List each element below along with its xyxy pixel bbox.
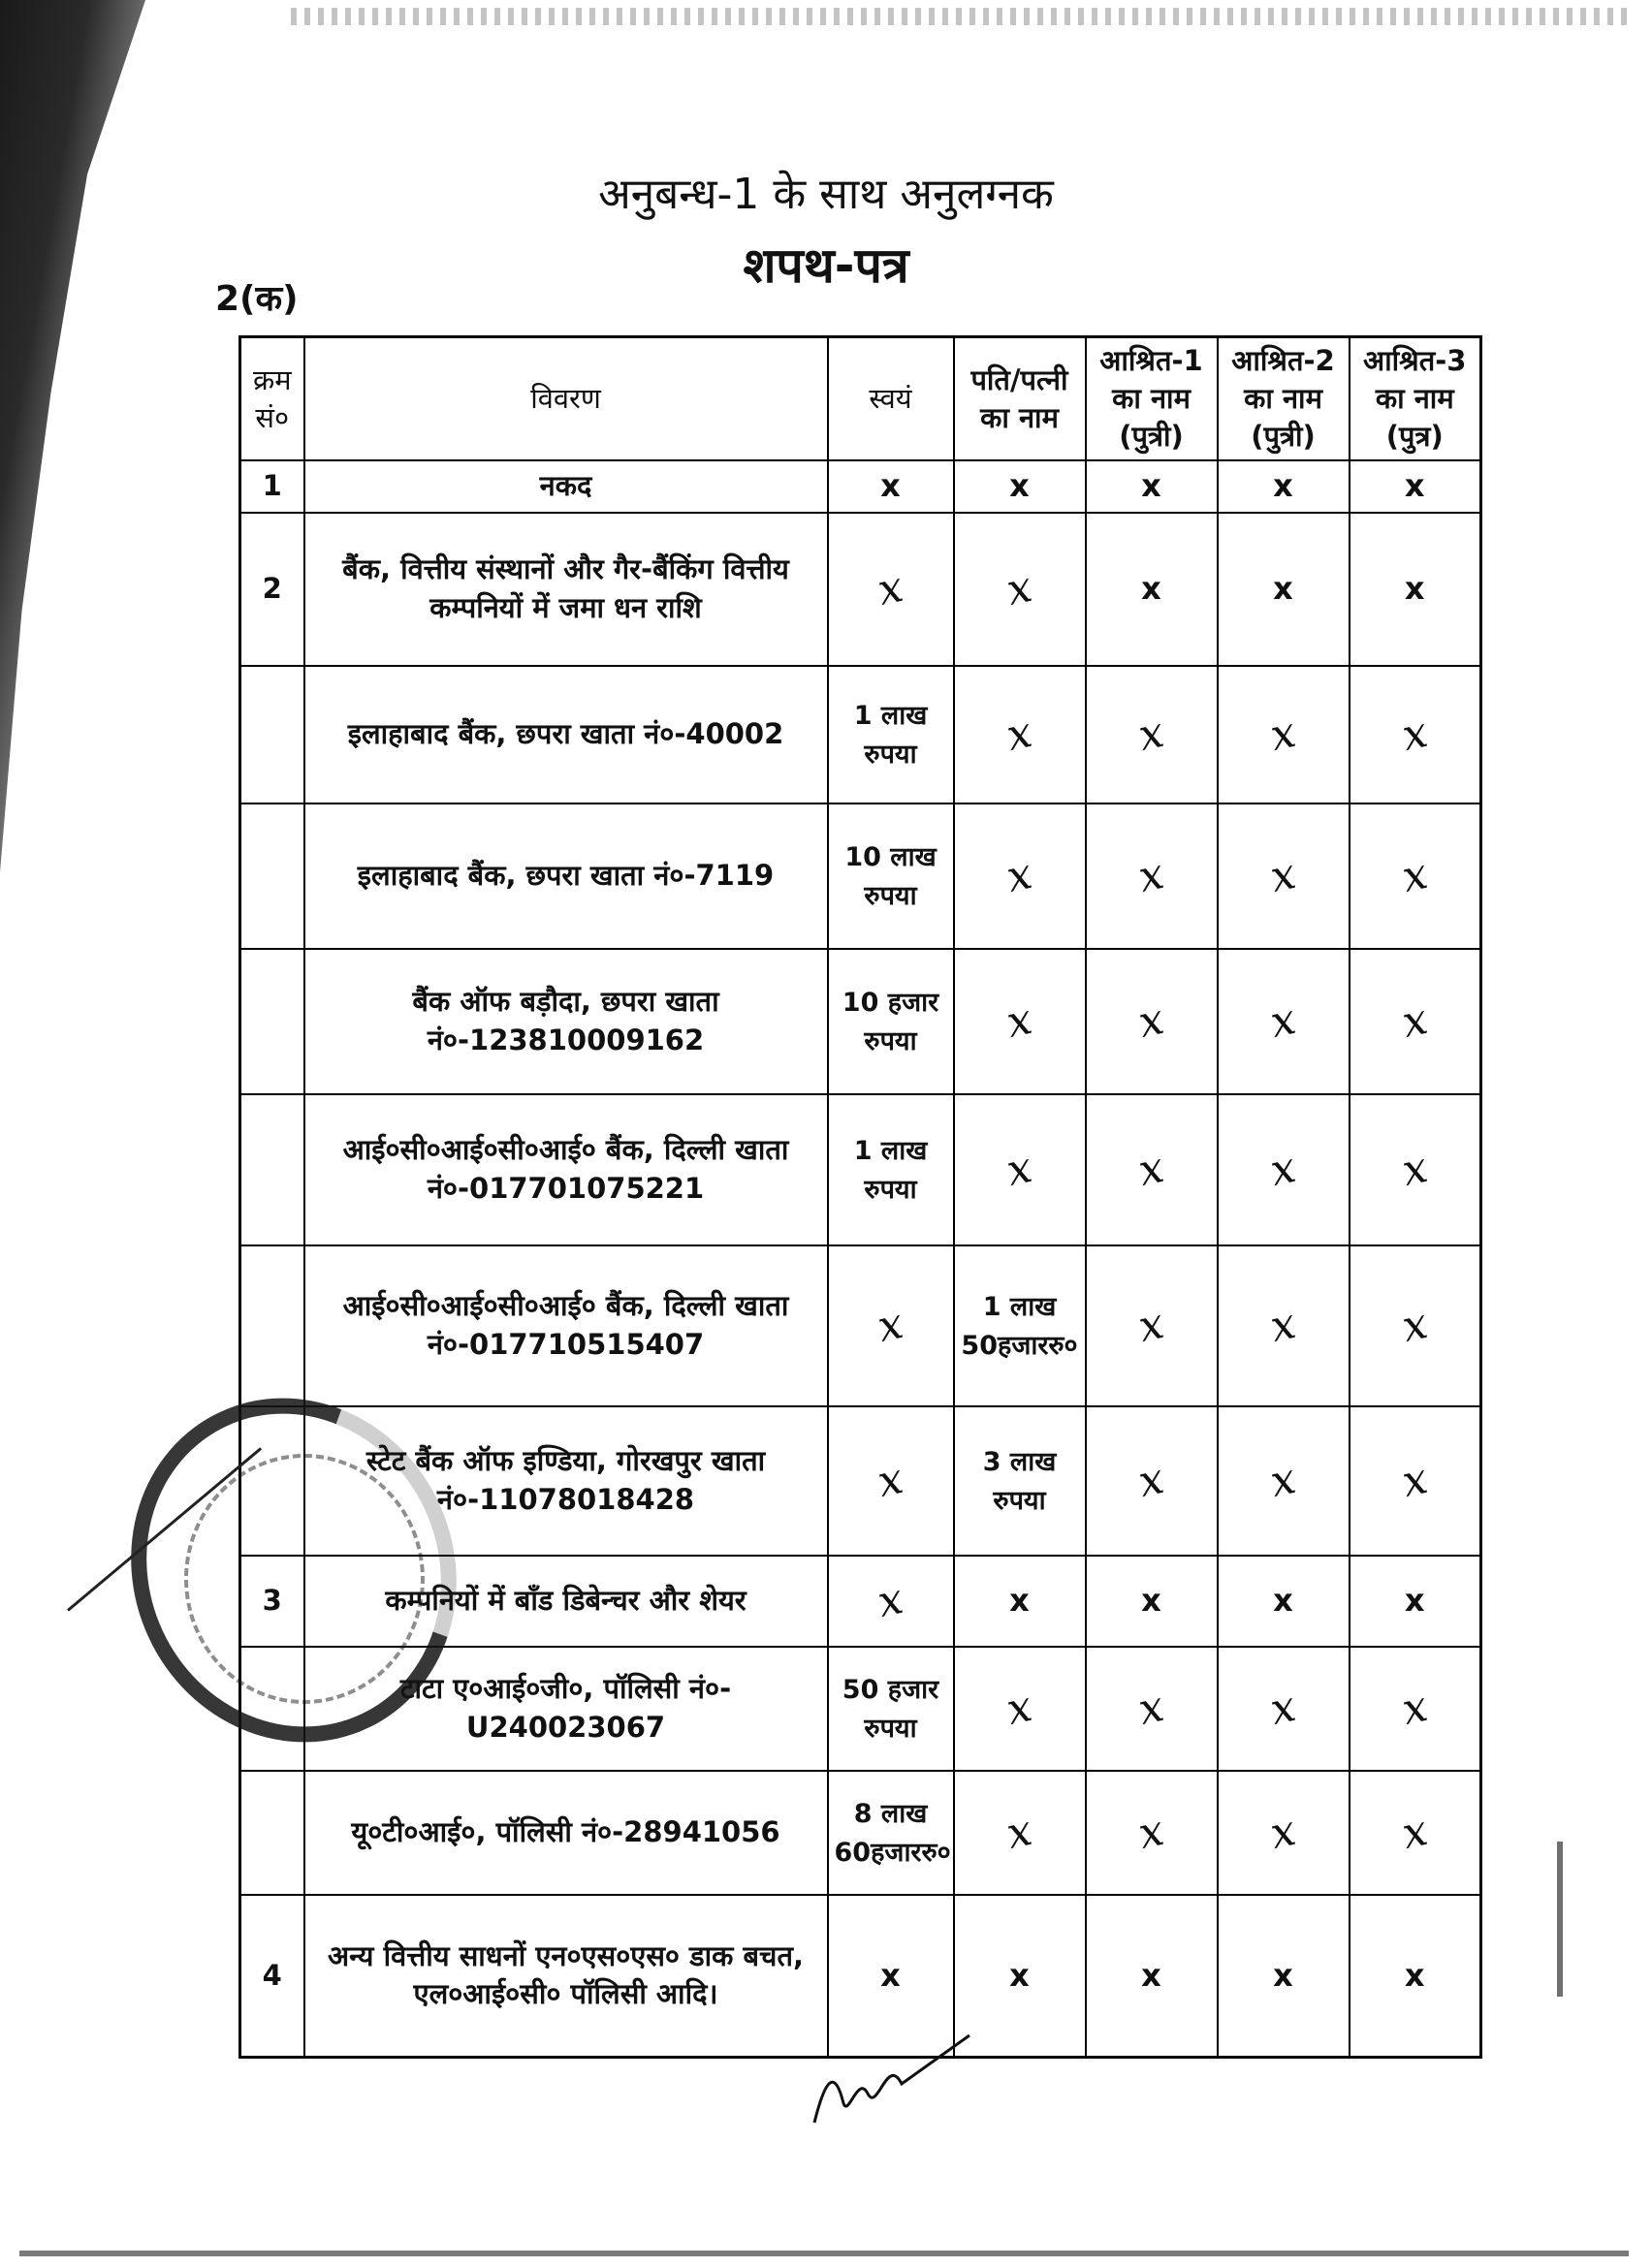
cell-spouse [954,1556,1086,1647]
item-description: यू०टी०आई०, पॉलिसी नं०-28941056 [351,1815,780,1849]
table-row [240,666,1481,803]
table-row [240,949,1481,1094]
cell-spouse [954,666,1086,803]
cell-self [828,803,954,949]
cross-mark: x [1134,707,1168,761]
amount-value: 10 लाख रुपया [844,842,937,911]
table-row [240,803,1481,949]
cell-spouse [954,1647,1086,1771]
table-row [240,1245,1481,1406]
cell-sn [240,460,304,512]
cell-dep2 [1218,1406,1350,1556]
item-description: आई०सी०आई०सी०आई० बैंक, दिल्ली खाता नं०-017710515407 [342,1289,789,1361]
cross-mark: x [1002,848,1036,902]
cell-dep2 [1218,1245,1350,1406]
cross-mark: x [1397,993,1432,1048]
cross-mark: x [1266,1681,1300,1735]
cell-self [828,1647,954,1771]
section-label: 2(क) [215,279,299,319]
cross-mark: x [1266,707,1300,761]
item-description: अन्य वित्तीय साधनों एन०एस०एस० डाक बचत, एल०आई०सी० पॉलिसी आदि। [327,1939,805,2011]
cell-sn [240,1895,304,2058]
cross-mark: x [1397,1681,1432,1735]
cross-mark: x [1002,1681,1036,1735]
cross-mark: x [874,1573,907,1627]
cell-self [828,949,954,1094]
cell-dep1 [1086,460,1218,512]
scan-edge-bottom [19,2251,1629,2256]
cross-mark: x [880,1956,901,1994]
table-row [240,513,1481,666]
header-dependent-2: आश्रित-2 का नाम (पुत्री) [1218,337,1350,461]
cell-desc [304,1245,828,1406]
cross-mark: x [1002,993,1036,1048]
cross-mark: x [1009,1956,1030,1994]
cell-dep1 [1086,1406,1218,1556]
cell-desc [304,803,828,949]
cell-sn [240,1094,304,1245]
cross-mark: x [874,561,907,615]
cell-dep3 [1350,803,1481,949]
cell-dep1 [1086,803,1218,949]
cross-mark: x [1404,570,1425,608]
cross-mark: x [1134,848,1168,902]
cell-sn [240,1245,304,1406]
cross-mark: x [1134,1298,1168,1352]
cell-dep1 [1086,1245,1218,1406]
cell-dep3 [1350,460,1481,512]
serial-number: 4 [262,1958,282,1992]
header-self: स्वयं [828,337,954,461]
cell-sn [240,803,304,949]
header-description: विवरण [304,337,828,461]
cell-dep2 [1218,803,1350,949]
cell-desc [304,949,828,1094]
scan-noise-top [291,8,1629,25]
amount-value: 8 लाख 60हजाररु० [834,1799,951,1868]
cross-mark: x [1141,570,1161,608]
cross-mark: x [1273,467,1293,505]
scan-mark-right [1557,1842,1563,1997]
item-description: इलाहाबाद बैंक, छपरा खाता नं०-40002 [347,717,784,751]
cell-sn [240,1771,304,1895]
cell-desc [304,1094,828,1245]
amount-value: 3 लाख रुपया [982,1447,1057,1516]
cell-self [828,460,954,512]
cell-self [828,1406,954,1556]
cell-sn [240,949,304,1094]
cross-mark: x [1404,1956,1425,1994]
cell-dep1 [1086,1094,1218,1245]
cell-dep3 [1350,1771,1481,1895]
cell-spouse [954,949,1086,1094]
cross-mark: x [1002,561,1036,615]
cell-desc [304,666,828,803]
amount-value: 1 लाख रुपया [853,1136,928,1205]
cross-mark: x [1404,467,1425,505]
cell-dep2 [1218,1556,1350,1647]
cross-mark: x [1397,1298,1432,1352]
cell-dep2 [1218,949,1350,1094]
cross-mark: x [1002,1805,1036,1859]
annexure-heading: अनुबन्ध-1 के साथ अनुलग्नक [598,170,1054,219]
cell-dep2 [1218,1771,1350,1895]
cell-spouse [954,803,1086,949]
cell-dep2 [1218,666,1350,803]
amount-value: 10 हजार रुपया [842,988,939,1056]
cross-mark: x [1397,848,1432,902]
item-description: कम्पनियों में बाँड डिबेन्चर और शेयर [385,1584,747,1618]
item-description: बैंक ऑफ बड़ौदा, छपरा खाता नं०-123810009162 [412,985,719,1056]
table-body [240,460,1481,2057]
assets-table [238,335,1482,2059]
cell-spouse [954,1771,1086,1895]
cell-desc [304,460,828,512]
cell-dep1 [1086,1771,1218,1895]
cross-mark: x [1266,993,1300,1048]
cell-dep3 [1350,666,1481,803]
cell-dep3 [1350,1245,1481,1406]
cross-mark: x [1134,1142,1168,1196]
cross-mark: x [1266,848,1300,902]
cross-mark: x [1134,1681,1168,1735]
cross-mark: x [1273,1582,1293,1620]
cell-spouse [954,513,1086,666]
amount-value: 1 लाख रुपया [853,701,928,770]
item-description: नकद [539,469,592,503]
cross-mark: x [1134,1453,1168,1507]
cell-dep3 [1350,513,1481,666]
cross-mark: x [1273,1956,1293,1994]
cell-dep2 [1218,1895,1350,2058]
cell-spouse [954,1094,1086,1245]
amount-value: 1 लाख 50हजाररु० [961,1292,1078,1361]
table-row [240,460,1481,512]
cell-dep1 [1086,949,1218,1094]
item-description: आई०सी०आई०सी०आई० बैंक, दिल्ली खाता नं०-017701075221 [342,1133,789,1205]
scan-shadow-left [0,0,145,872]
cross-mark: x [1266,1298,1300,1352]
cell-desc [304,1771,828,1895]
cross-mark: x [1141,467,1161,505]
cell-self [828,1556,954,1647]
cell-dep1 [1086,513,1218,666]
cell-self [828,666,954,803]
cell-spouse [954,1406,1086,1556]
cell-dep2 [1218,513,1350,666]
cell-dep3 [1350,1647,1481,1771]
cell-sn [240,513,304,666]
table-row [240,1094,1481,1245]
cross-mark: x [1266,1142,1300,1196]
cell-desc [304,513,828,666]
cell-dep2 [1218,460,1350,512]
cell-spouse [954,1245,1086,1406]
cell-dep3 [1350,1094,1481,1245]
cross-mark: x [1266,1453,1300,1507]
cross-mark: x [1397,1805,1432,1859]
cell-self [828,1094,954,1245]
cross-mark: x [1266,1805,1300,1859]
cross-mark: x [1397,1453,1432,1507]
header-spouse: पति/पत्नी का नाम [954,337,1086,461]
cell-dep3 [1350,1556,1481,1647]
cross-mark: x [1002,1142,1036,1196]
header-dependent-1: आश्रित-1 का नाम (पुत्री) [1086,337,1218,461]
cell-self [828,513,954,666]
cross-mark: x [1141,1582,1161,1620]
cross-mark: x [1397,707,1432,761]
cross-mark: x [1134,993,1168,1048]
cell-dep1 [1086,666,1218,803]
cross-mark: x [1141,1956,1161,1994]
item-description: टाटा ए०आई०जी०, पॉलिसी नं०-U240023067 [399,1672,732,1744]
serial-number: 1 [262,469,282,503]
cell-self [828,1245,954,1406]
serial-number: 3 [262,1584,282,1618]
cross-mark: x [1134,1805,1168,1859]
cross-mark: x [1009,1582,1030,1620]
item-description: इलाहाबाद बैंक, छपरा खाता नं०-7119 [357,859,775,893]
cross-mark: x [874,1453,907,1507]
cross-mark: x [1397,1142,1432,1196]
cross-mark: x [1002,707,1036,761]
cell-dep2 [1218,1094,1350,1245]
header-dependent-3: आश्रित-3 का नाम (पुत्र) [1350,337,1481,461]
cell-dep2 [1218,1647,1350,1771]
cell-dep3 [1350,1406,1481,1556]
official-seal-inner [184,1454,425,1704]
cross-mark: x [880,467,901,505]
amount-value: 50 हजार रुपया [842,1675,939,1744]
cell-dep3 [1350,1895,1481,2058]
cell-dep1 [1086,1556,1218,1647]
cross-mark: x [874,1298,907,1352]
cell-dep3 [1350,949,1481,1094]
cell-dep1 [1086,1647,1218,1771]
item-description: बैंक, वित्तीय संस्थानों और गैर-बैंकिंग वित्तीय कम्पनियों में जमा धन राशि [342,552,789,624]
cell-self [828,1771,954,1895]
affidavit-title: शपथ-पत्र [743,237,909,294]
serial-number: 2 [262,572,282,606]
item-description: स्टेट बैंक ऑफ इण्डिया, गोरखपुर खाता नं०-11078018428 [365,1444,766,1516]
table-row [240,1771,1481,1895]
cross-mark: x [1009,467,1030,505]
cell-dep1 [1086,1895,1218,2058]
cell-sn [240,666,304,803]
cell-desc [304,1895,828,2058]
table-header-row [240,337,1481,461]
signature [805,2026,979,2142]
header-serial: क्रम सं० [240,337,304,461]
cross-mark: x [1404,1582,1425,1620]
cell-spouse [954,460,1086,512]
cross-mark: x [1273,570,1293,608]
